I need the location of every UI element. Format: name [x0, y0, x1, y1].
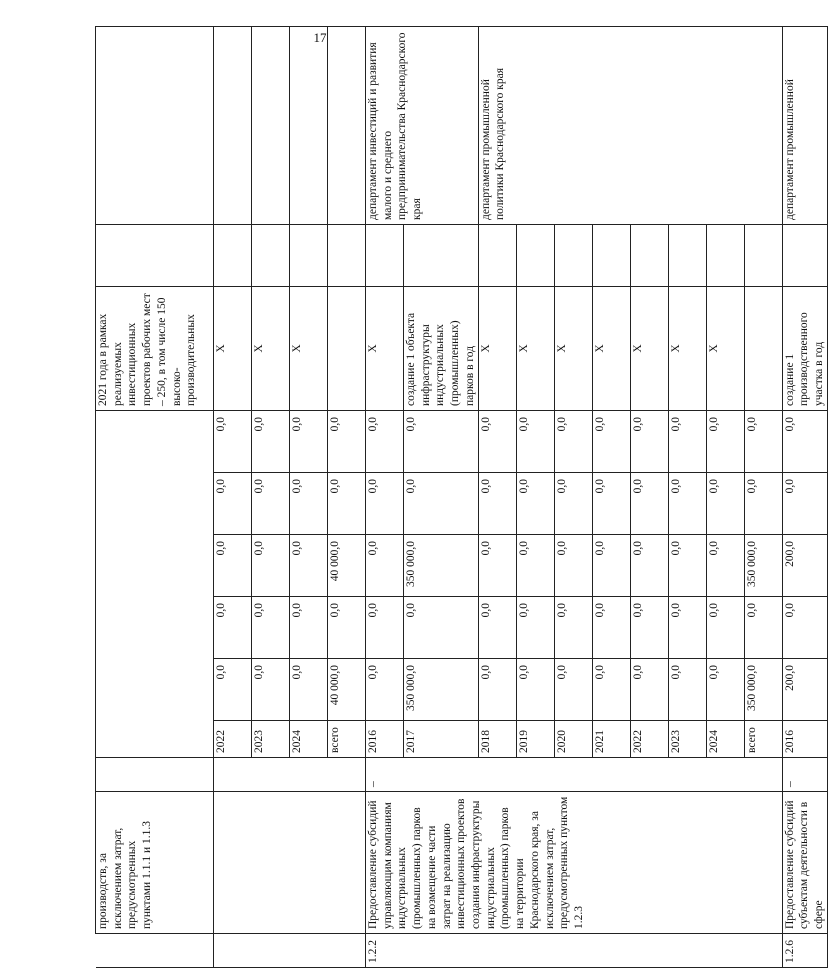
local-cell: 0,0	[290, 473, 328, 535]
blank-cell	[252, 225, 290, 287]
regional-cell: 0,0	[252, 535, 290, 597]
year-cell: 2021	[592, 721, 630, 758]
result-cell: создание 1 производственного участка в год	[782, 287, 827, 411]
desc-cell: производств, за исключением затрат, предусмотренных пунктами 1.1.1 и 1.1.3	[96, 792, 214, 934]
rotated-page-area	[95, 32, 826, 968]
total-cell: 0,0	[366, 659, 404, 721]
blank-cell	[516, 225, 554, 287]
extra-budget-cell: 0,0	[706, 411, 744, 473]
result-cell: Х	[290, 287, 328, 411]
year-cell: всего	[744, 721, 782, 758]
result-cell: Х	[478, 287, 516, 411]
total-cell: 0,0	[554, 659, 592, 721]
regional-cell: 350 000,0	[744, 535, 782, 597]
year-cell: 2022	[630, 721, 668, 758]
regional-cell: 0,0	[706, 535, 744, 597]
year-cell: 2024	[706, 721, 744, 758]
blank-cell	[214, 225, 252, 287]
total-cell: 0,0	[252, 659, 290, 721]
year-cell	[96, 411, 214, 758]
federal-cell: 0,0	[782, 597, 827, 659]
blank-cell	[592, 225, 630, 287]
executor-cell	[214, 27, 252, 225]
year-cell: 2020	[554, 721, 592, 758]
local-cell: 0,0	[404, 473, 479, 535]
table-row	[214, 27, 252, 968]
year-cell: 2024	[290, 721, 328, 758]
local-cell: 0,0	[478, 473, 516, 535]
item-description: Предоставление субсидий управляющим компаниям индустриальных (промышленных) парков на возмещение части затрат на реализацию инвестиционных проектов создания инфраструктуры индустриальных (промышленных) парков на территории Краснодарского края, за исключением затрат, предусмотренных пунктом 1.2.3	[366, 792, 783, 934]
extra-budget-cell: 0,0	[782, 411, 827, 473]
regional-cell: 0,0	[554, 535, 592, 597]
executor-cell	[252, 27, 290, 225]
extra-budget-cell: 0,0	[214, 411, 252, 473]
federal-cell: 0,0	[592, 597, 630, 659]
num-cell	[96, 934, 214, 968]
total-cell: 0,0	[706, 659, 744, 721]
result-cell: Х	[554, 287, 592, 411]
extra-budget-cell: 0,0	[554, 411, 592, 473]
program-table	[95, 26, 828, 968]
year-cell: 2023	[252, 721, 290, 758]
total-cell: 350 000,0	[404, 659, 479, 721]
extra-budget-cell: 0,0	[668, 411, 706, 473]
landscape-table-wrapper	[95, 32, 826, 968]
blank-cell	[744, 225, 782, 287]
blank-cell	[554, 225, 592, 287]
local-cell: 0,0	[328, 473, 366, 535]
regional-cell: 0,0	[366, 535, 404, 597]
total-cell: 0,0	[592, 659, 630, 721]
total-cell: 350 000,0	[744, 659, 782, 721]
extra-budget-cell: 0,0	[516, 411, 554, 473]
executor-cell: департамент промышленной	[782, 27, 827, 225]
item-number: 1.2.6	[782, 934, 827, 968]
desc-cell	[214, 792, 366, 934]
local-cell: 0,0	[592, 473, 630, 535]
total-cell: 0,0	[630, 659, 668, 721]
blank-cell	[782, 225, 827, 287]
local-cell: 0,0	[630, 473, 668, 535]
table-row	[782, 27, 827, 968]
regional-cell: 0,0	[668, 535, 706, 597]
extra-budget-cell: 0,0	[252, 411, 290, 473]
year-cell: 2022	[214, 721, 252, 758]
extra-budget-cell: 0,0	[404, 411, 479, 473]
year-cell: 2023	[668, 721, 706, 758]
extra-budget-cell: 0,0	[592, 411, 630, 473]
local-cell: 0,0	[706, 473, 744, 535]
federal-cell: 0,0	[630, 597, 668, 659]
blank-cell	[478, 225, 516, 287]
year-cell: 2016	[366, 721, 404, 758]
executor-cell: департамент промышленной политики Краснодарского края	[478, 27, 782, 225]
executor-cell: департамент инвестиций и развития малого и среднего предпринимательства Краснодарского края	[366, 27, 479, 225]
federal-cell: 0,0	[404, 597, 479, 659]
status-cell	[214, 758, 366, 792]
local-cell: 0,0	[516, 473, 554, 535]
extra-budget-cell: 0,0	[478, 411, 516, 473]
local-cell: 0,0	[366, 473, 404, 535]
extra-budget-cell: 0,0	[328, 411, 366, 473]
federal-cell: 0,0	[706, 597, 744, 659]
total-cell: 200,0	[782, 659, 827, 721]
page-number: 17	[313, 30, 327, 45]
federal-cell: 0,0	[214, 597, 252, 659]
total-cell: 0,0	[516, 659, 554, 721]
extra-budget-cell: 0,0	[290, 411, 328, 473]
blank-cell	[290, 225, 328, 287]
regional-cell: 200,0	[782, 535, 827, 597]
result-cell	[328, 287, 366, 411]
blank-cell	[96, 225, 214, 287]
item-status: –	[782, 758, 827, 792]
total-cell: 0,0	[478, 659, 516, 721]
result-cell: Х	[706, 287, 744, 411]
item-number: 1.2.2	[366, 934, 783, 968]
regional-cell: 0,0	[214, 535, 252, 597]
executor-cell	[96, 27, 214, 225]
result-cell: Х	[214, 287, 252, 411]
result-cell: Х	[516, 287, 554, 411]
federal-cell: 0,0	[744, 597, 782, 659]
table-row	[96, 27, 214, 968]
year-cell: 2016	[782, 721, 827, 758]
total-cell: 40 000,0	[328, 659, 366, 721]
federal-cell: 0,0	[516, 597, 554, 659]
total-cell: 0,0	[290, 659, 328, 721]
blank-cell	[668, 225, 706, 287]
local-cell: 0,0	[744, 473, 782, 535]
local-cell: 0,0	[782, 473, 827, 535]
federal-cell: 0,0	[366, 597, 404, 659]
item-status: –	[366, 758, 783, 792]
extra-budget-cell: 0,0	[366, 411, 404, 473]
regional-cell: 0,0	[592, 535, 630, 597]
result-cell: 2021 года в рамках реализуемых инвестиционных проектов рабочих мест – 250, в том числе 150 высоко-производительных	[96, 287, 214, 411]
blank-cell	[706, 225, 744, 287]
result-cell: Х	[252, 287, 290, 411]
extra-budget-cell: 0,0	[744, 411, 782, 473]
federal-cell: 0,0	[252, 597, 290, 659]
result-cell	[744, 287, 782, 411]
year-cell: всего	[328, 721, 366, 758]
year-cell: 2018	[478, 721, 516, 758]
regional-cell: 0,0	[630, 535, 668, 597]
extra-budget-cell: 0,0	[630, 411, 668, 473]
federal-cell: 0,0	[554, 597, 592, 659]
regional-cell: 0,0	[516, 535, 554, 597]
executor-cell	[290, 27, 328, 225]
local-cell: 0,0	[668, 473, 706, 535]
num-cell	[214, 934, 366, 968]
item-description: Предоставление субсидий субъектам деятельности в сфере	[782, 792, 827, 934]
blank-cell	[366, 225, 404, 287]
year-cell: 2019	[516, 721, 554, 758]
result-cell: создание 1 объекта инфраструктуры индустриальных (промышленных) парков в год	[404, 287, 479, 411]
blank-cell	[404, 225, 479, 287]
result-cell: Х	[668, 287, 706, 411]
blank-cell	[630, 225, 668, 287]
blank-cell	[328, 225, 366, 287]
year-cell: 2017	[404, 721, 479, 758]
table-row	[366, 27, 404, 968]
result-cell: Х	[630, 287, 668, 411]
executor-cell	[328, 27, 366, 225]
result-cell: Х	[366, 287, 404, 411]
total-cell: 0,0	[214, 659, 252, 721]
regional-cell: 350 000,0	[404, 535, 479, 597]
federal-cell: 0,0	[478, 597, 516, 659]
result-cell: Х	[592, 287, 630, 411]
federal-cell: 0,0	[668, 597, 706, 659]
regional-cell: 0,0	[290, 535, 328, 597]
regional-cell: 0,0	[478, 535, 516, 597]
status-cell	[96, 758, 214, 792]
total-cell: 0,0	[668, 659, 706, 721]
local-cell: 0,0	[214, 473, 252, 535]
regional-cell: 40 000,0	[328, 535, 366, 597]
federal-cell: 0,0	[328, 597, 366, 659]
table-body	[96, 27, 828, 968]
federal-cell: 0,0	[290, 597, 328, 659]
local-cell: 0,0	[252, 473, 290, 535]
local-cell: 0,0	[554, 473, 592, 535]
